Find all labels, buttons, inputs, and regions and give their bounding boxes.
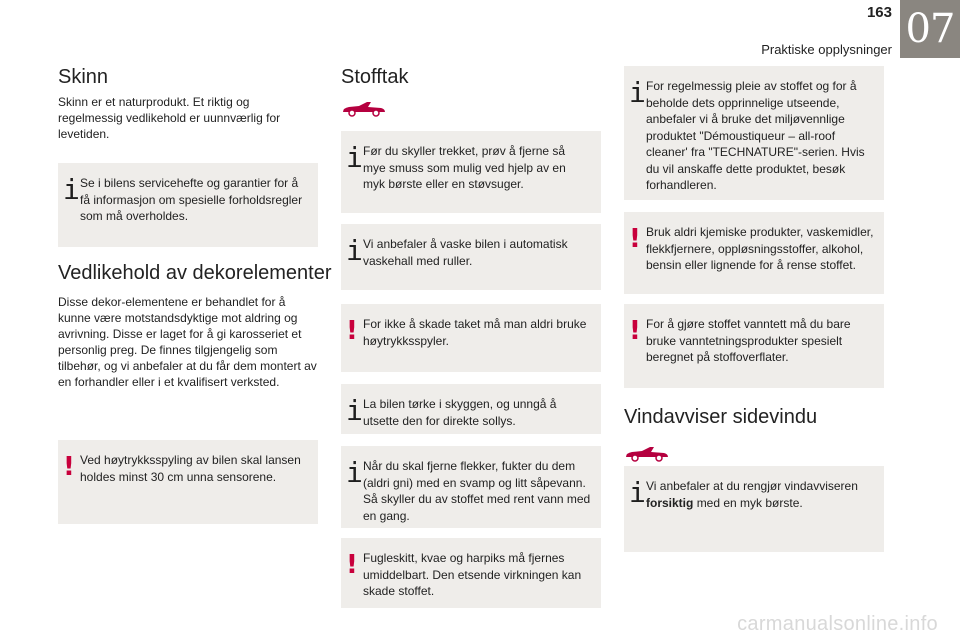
page-number: 163 xyxy=(866,4,892,21)
box-text: Fugleskitt, kvae og harpiks må fjernes umiddelbart. Den etsende virkningen kan skade stoffet. xyxy=(363,551,582,598)
warning-icon: ! xyxy=(346,550,358,580)
section-title: Praktiske opplysninger xyxy=(761,42,892,57)
info-box-2 xyxy=(341,224,601,290)
convertible-car-icon xyxy=(341,99,387,117)
info-box-vindavviser xyxy=(624,466,884,552)
warn-box-col3-3 xyxy=(624,304,884,388)
dekor-heading: Vedlikehold av dekorelementer xyxy=(58,262,332,284)
info-box-1 xyxy=(341,131,601,213)
skinn-heading: Skinn xyxy=(58,66,109,88)
warn-box-col3-2 xyxy=(624,212,884,294)
vind-text-pre: Vi anbefaler at du rengjør vindavviseren xyxy=(646,479,858,493)
info-box-5 xyxy=(341,446,601,528)
warning-icon: ! xyxy=(346,316,358,346)
warn-box-3 xyxy=(341,304,601,372)
box-text: For regelmessig pleie av stoffet og for å beholde dets opprinnelige utseende, anbefaler vi å bruke det miljøvennlige produktet "Démoustiqueur – all-roof cleaner' fra "TECHNATURE"-serien. Hvis du vil anskaffe dette produktet, besøk forhandleren. xyxy=(646,79,865,192)
info-icon: i xyxy=(346,141,363,174)
warn-box-6 xyxy=(341,538,601,608)
box-text: For å gjøre stoffet vanntett må du bare bruke vanntetningsprodukter spesielt beregnet på stoffoverflater. xyxy=(646,317,851,364)
vind-text-bold: forsiktig xyxy=(646,495,694,510)
box-text: Vi anbefaler å vaske bilen i automatisk vaskehall med ruller. xyxy=(363,237,568,268)
info-icon: i xyxy=(629,476,646,509)
vindavviser-heading: Vindavviser sidevindu xyxy=(624,406,818,428)
dekor-text: Disse dekor-elementene er behandlet for å kunne være motstandsdyktige mot aldring og avrivning. Disse er laget for å gi karosseriet et personlig preg. De finnes tilgjengelig som tilbehør, og vi anbefaler at du får dem montert av en forhandler eller i et kvalifisert verksted. xyxy=(58,295,317,389)
info-icon: i xyxy=(346,234,363,267)
box-text: For ikke å skade taket må man aldri bruke høytrykksspyler. xyxy=(363,317,587,348)
box-text: Før du skyller trekket, prøv å fjerne så mye smuss som mulig ved hjelp av en myk børste eller en støvsuger. xyxy=(363,144,566,191)
warn-text: Ved høytrykksspyling av bilen skal lansen holdes minst 30 cm unna sensorene. xyxy=(80,453,301,484)
vind-text-post: med en myk børste. xyxy=(696,495,803,510)
info-box-skinn xyxy=(58,163,318,247)
box-text xyxy=(646,478,874,511)
skinn-text: Skinn er et naturprodukt. Et riktig og regelmessig vedlikehold er uunnværlig for levetiden. xyxy=(58,95,281,141)
warning-icon: ! xyxy=(629,224,641,254)
info-icon: i xyxy=(346,456,363,489)
box-text: Bruk aldri kjemiske produkter, vaskemidler, flekkfjernere, oppløsningsstoffer, alkohol, bensin eller lignende for å rense stoffet. xyxy=(646,225,874,272)
warning-icon: ! xyxy=(629,316,641,346)
box-text: La bilen tørke i skyggen, og unngå å utsette den for direkte sollys. xyxy=(363,397,557,428)
info-box-col3-1 xyxy=(624,66,884,200)
watermark: carmanualsonline.info xyxy=(737,613,938,635)
warning-icon: ! xyxy=(63,452,75,482)
info-text: Se i bilens servicehefte og garantier for å få informasjon om spesielle forholdsregler som må overholdes. xyxy=(80,176,303,223)
convertible-car-icon xyxy=(624,444,670,462)
box-text: Når du skal fjerne flekker, fukter du dem (aldri gni) med en svamp og litt såpevann. Så skyller du av stoffet med rent vann med en gang. xyxy=(363,459,591,523)
info-icon: i xyxy=(629,76,646,109)
warn-box-dekor xyxy=(58,440,318,524)
info-box-4 xyxy=(341,384,601,434)
chapter-tab: 07 xyxy=(900,0,960,58)
info-icon: i xyxy=(63,173,80,206)
info-icon: i xyxy=(346,394,363,427)
stofftak-heading: Stofftak xyxy=(341,66,409,88)
